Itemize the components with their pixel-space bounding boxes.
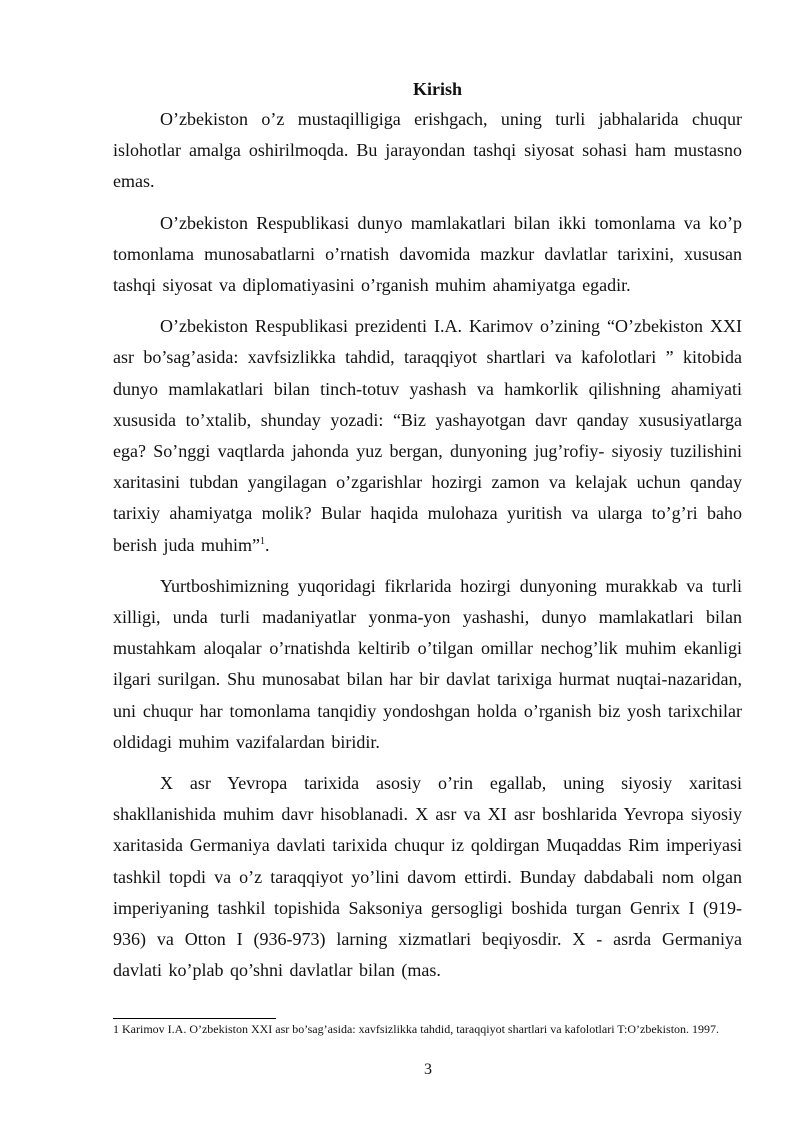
footnote: 1 Karimov I.A. O’zbekiston XXI asr bo’sag’asida: xavfsizlikka tahdid, taraqqiyot shartlari va kafolotlari T:O’zbekiston. 1997. [113,1022,720,1036]
page-number: 3 [424,1061,432,1078]
paragraph-3 [113,311,742,561]
paragraph-gap [113,301,742,311]
paragraph-1: O’zbekiston o’z mustaqilligiga erishgach, uning turli jabhalarida chuqur islohotlar amalga oshirilmoqda. Bu jarayondan tashqi siyosat sohasi ham mustasno emas. [113,109,742,192]
paragraph-3-text: O’zbekiston Respublikasi prezidenti I.A. Karimov o’zining “O’zbekiston XXI asr bo’sag’asida: xavfsizlikka tahdid, taraqqiyot shartlari va kafolotlari ” kitobida dunyo mamlakatlari bilan tinch-totuv yashash va hamkorlik qilishning ahamiyati xususida to’xtalib, shunday yozadi: “Biz yashayotgan davr qanday xususiyatlarga ega? So’nggi vaqtlarda jahonda yuz bergan, dunyoning jug’rofiy- siyosiy tuzilishini xaritasini tubdan yangilagan o’zgarishlar hozirgi zamon va kelajak uchun qanday tarixiy ahamiyatga molik? Bular haqida mulohaza yuritish va ularga to’g’ri baho berish juda muhim” [113,316,742,555]
paragraph-gap [113,561,742,571]
paragraph-gap [113,198,742,208]
footnote-separator [113,1018,276,1019]
paragraph-4: Yurtboshimizning yuqoridagi fikrlarida hozirgi dunyoning murakkab va turli xilligi, unda turli madaniyatlar yonma-yon yashashi, dunyo mamlakatlari bilan mustahkam aloqalar o’rnatishda keltirib o’tilgan omillar nechog’lik muhim ekanligi ilgari surilgan. Shu munosabat bilan har bir davlat tarixiga hurmat nuqtai-nazaridan, uni chuqur har tomonlama tanqidiy yondoshgan holda o’rganish biz yosh tarixchilar oldidagi muhim vazifalardan biridir. [113,575,742,752]
section-heading: Kirish [412,79,462,99]
paragraph-3-end: . [264,534,270,555]
footnote-reference: 1 [259,535,265,547]
document-body [113,74,742,986]
paragraph-2: O’zbekiston Respublikasi dunyo mamlakatlari bilan ikki tomonlama va ko’p tomonlama munosabatlarni o’rnatish davomida mazkur davlatlar tarixini, xususan tashqi siyosat va diplomatiyasini o’rganish muhim ahamiyatga egadir. [113,212,742,296]
paragraph-gap [113,758,742,768]
paragraph-5: X asr Yevropa tarixida asosiy o’rin egallab, uning siyosiy xaritasi shakllanishida muhim davr hisoblanadi. X asr va XI asr boshlarida Yevropa siyosiy xaritasida Germaniya davlati tarixida chuqur iz qoldirgan Muqaddas Rim imperiyasi tashkil topdi va o’z taraqqiyot yo’lini davom ettirdi. Bunday dabdabali nom olgan imperiyaning tashkil topishida Saksoniya gersogligi boshida turgan Genrix I (919-936) va Otton I (936-973) larning xizmatlari beqiyosdir. X - asrda Germaniya davlati ko’plab qo’shni davlatlar bilan (mas. [113,773,742,981]
